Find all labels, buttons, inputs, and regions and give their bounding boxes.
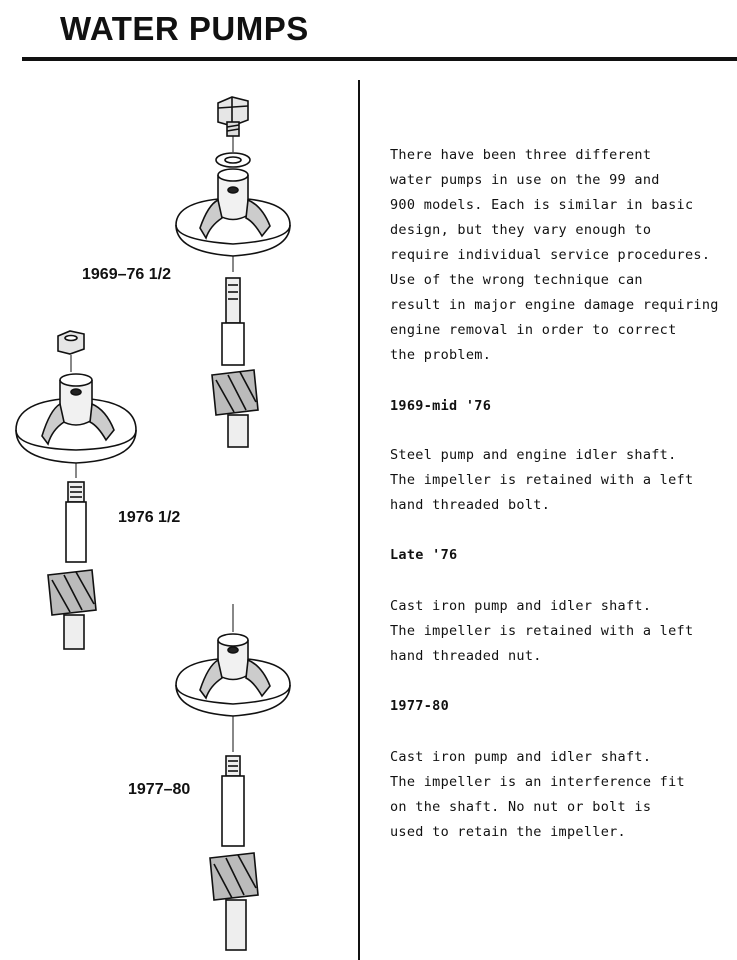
- text-line: hand threaded nut.: [390, 648, 542, 664]
- pump-1977-80-diagram: [176, 604, 290, 950]
- text-line: design, but they vary enough to: [390, 222, 652, 238]
- text-line: Steel pump and engine idler shaft.: [390, 447, 677, 463]
- section-heading-1969: 1969-mid '76: [390, 398, 492, 414]
- text-line: The impeller is an interference fit: [390, 774, 685, 790]
- text-line: There have been three different: [390, 147, 652, 163]
- intro-paragraph: [390, 143, 719, 368]
- title-rule: [22, 57, 737, 61]
- page-title: WATER PUMPS: [60, 10, 309, 47]
- text-line: on the shaft. No nut or bolt is: [390, 799, 652, 815]
- text-line: engine removal in order to correct: [390, 322, 677, 338]
- text-line: The impeller is retained with a left: [390, 623, 694, 639]
- text-line: Cast iron pump and idler shaft.: [390, 598, 652, 614]
- section-body-late-76: [390, 594, 693, 669]
- label-1977-80: 1977–80: [128, 781, 191, 798]
- text-line: water pumps in use on the 99 and: [390, 172, 660, 188]
- section-body-1969: [390, 443, 693, 518]
- text-line: Cast iron pump and idler shaft.: [390, 749, 652, 765]
- label-1969-76: 1969–76 1/2: [82, 266, 171, 283]
- text-line: used to retain the impeller.: [390, 824, 626, 840]
- pump-1969-76-diagram: [176, 97, 290, 447]
- label-1976: 1976 1/2: [118, 509, 181, 526]
- pump-1976-diagram: [16, 331, 136, 649]
- section-heading-late-76: Late '76: [390, 547, 458, 563]
- text-line: Use of the wrong technique can: [390, 272, 643, 288]
- column-divider: [358, 80, 360, 960]
- text-line: The impeller is retained with a left: [390, 472, 694, 488]
- text-line: 900 models. Each is similar in basic: [390, 197, 694, 213]
- text-line: the problem.: [390, 347, 492, 363]
- text-line: require individual service procedures.: [390, 247, 711, 263]
- section-body-1977: [390, 745, 685, 845]
- section-heading-1977: 1977-80: [390, 698, 449, 714]
- text-line: hand threaded bolt.: [390, 497, 551, 513]
- text-line: result in major engine damage requiring: [390, 297, 719, 313]
